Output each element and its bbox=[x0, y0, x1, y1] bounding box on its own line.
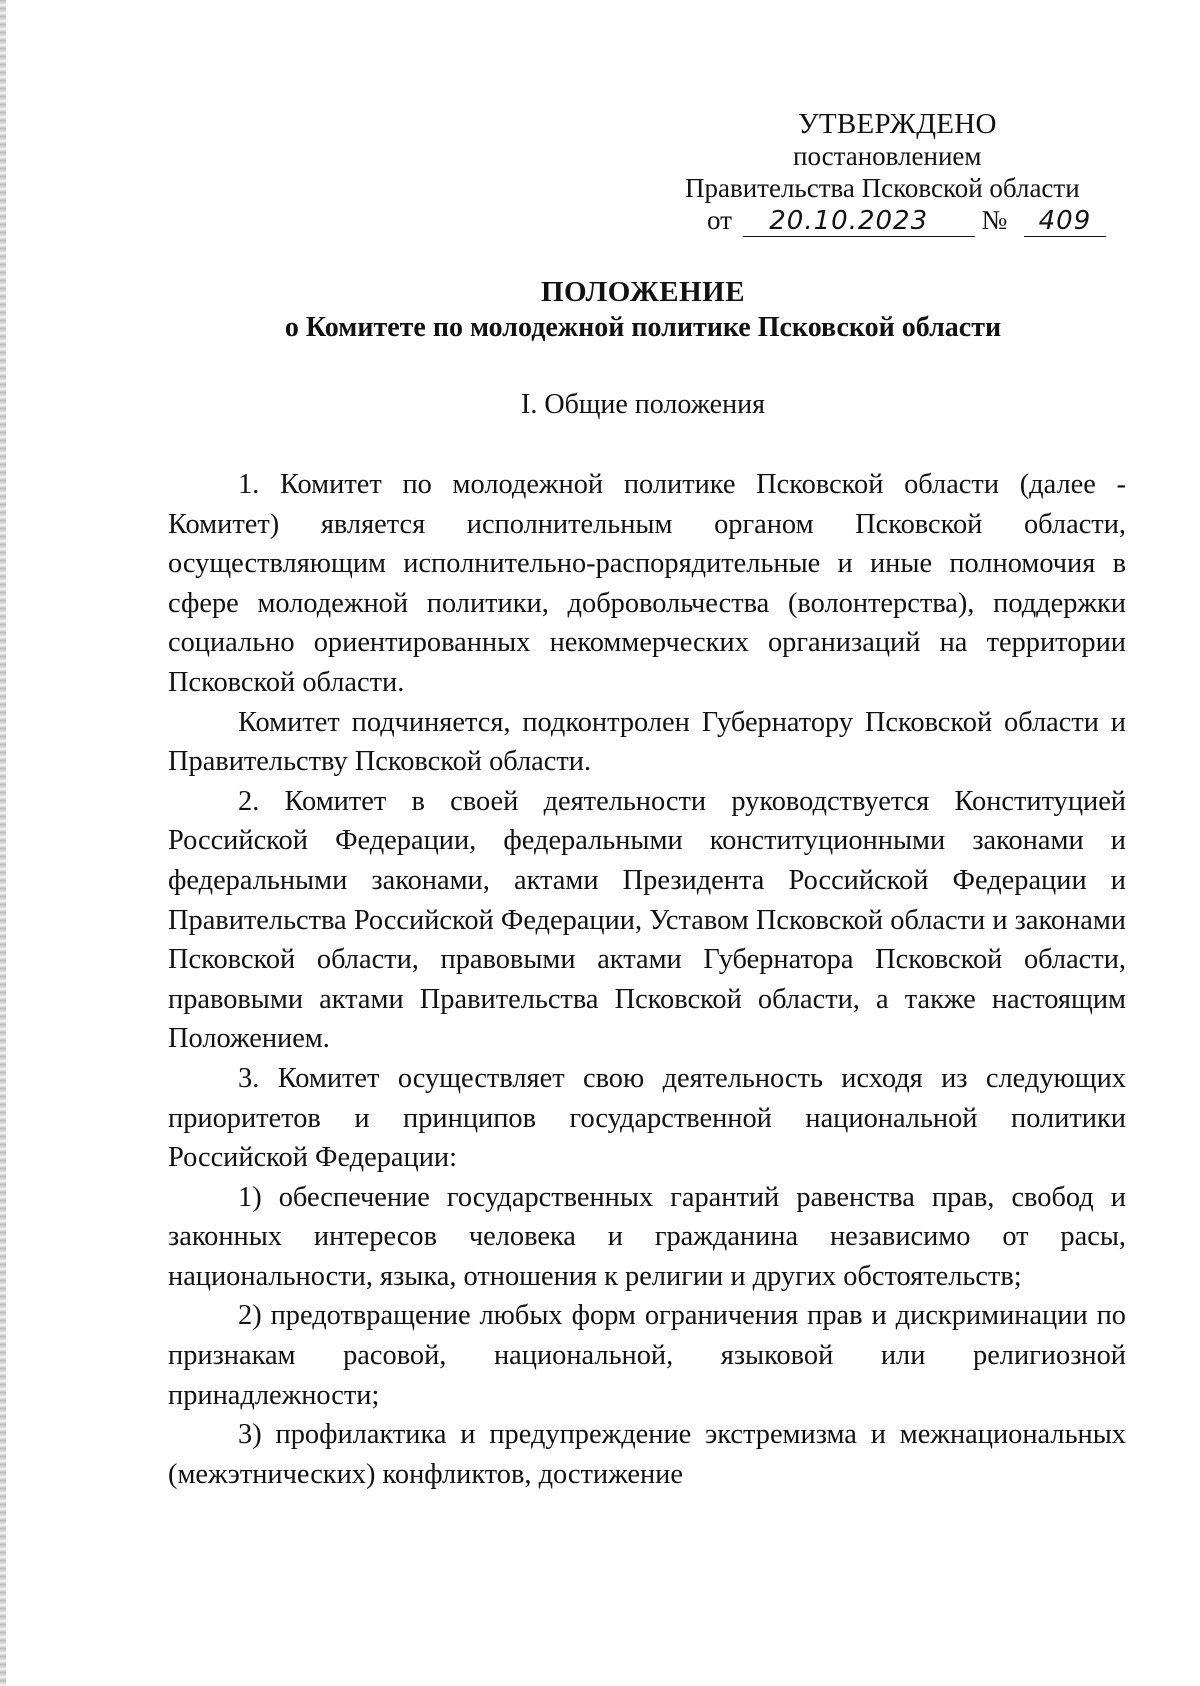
date-number-line bbox=[680, 204, 1120, 237]
paragraph-1: 1. Комитет по молодежной политике Псковской области (далее - Комитет) является исполнительным органом Псковской области, осуществляющим исполнительно-распорядительные и иные полномочия в сфере молодежной политики, добровольчества (волонтерства), поддержки социально ориентированных некоммерческих организаций на территории Псковской области. bbox=[168, 469, 1126, 698]
paragraph-3-item-2: 2) предотвращение любых форм ограничения прав и дискриминации по признакам расовой, национальной, языковой или религиозной принадлежности; bbox=[168, 1300, 1126, 1411]
document-body bbox=[168, 465, 1126, 1494]
paragraph-2: 2. Комитет в своей деятельности руководствуется Конституцией Российской Федерации, федеральными конституционными законами и федеральными законами, актами Президента Российской Федерации и Правительства Российской Федерации, Уставом Псковской области и законами Псковской области, правовыми актами Губернатора Псковской области, правовыми актами Правительства Псковской области, а также настоящим Положением. bbox=[168, 785, 1126, 1055]
government-label: Правительства Псковской области bbox=[685, 173, 1080, 203]
document-title-block bbox=[160, 274, 1126, 346]
number-prefix: № bbox=[981, 205, 1008, 235]
document-subtitle: о Комитете по молодежной политике Псковской области bbox=[284, 312, 1002, 343]
paragraph-3-item-3: 3) профилактика и предупреждение экстремизма и межнациональных (межэтнических) конфликтов, достижение bbox=[168, 1419, 1126, 1490]
paragraph-subordination: Комитет подчиняется, подконтролен Губернатору Псковской области и Правительству Псковской области. bbox=[168, 706, 1126, 778]
document-title: ПОЛОЖЕНИЕ bbox=[540, 276, 746, 308]
approved-label: УТВЕРЖДЕНО bbox=[798, 108, 997, 140]
paragraph-3-item-1: 1) обеспечение государственных гарантий равенства прав, свобод и законных интересов человека и гражданина независимо от расы, национальности, языка, отношения к религии и других обстоятельств; bbox=[168, 1181, 1126, 1292]
handwritten-number: 409 bbox=[1024, 206, 1106, 237]
handwritten-date: 20.10.2023 bbox=[743, 206, 975, 237]
date-prefix: от bbox=[707, 205, 732, 235]
section-heading: I. Общие положения bbox=[521, 389, 765, 420]
approval-stamp-block bbox=[680, 108, 1120, 237]
paragraph-3: 3. Комитет осуществляет свою деятельность исходя из следующих приоритетов и принципов государственной национальной политики Российской Федерации: bbox=[168, 1062, 1126, 1174]
decree-label: постановлением bbox=[793, 141, 982, 171]
